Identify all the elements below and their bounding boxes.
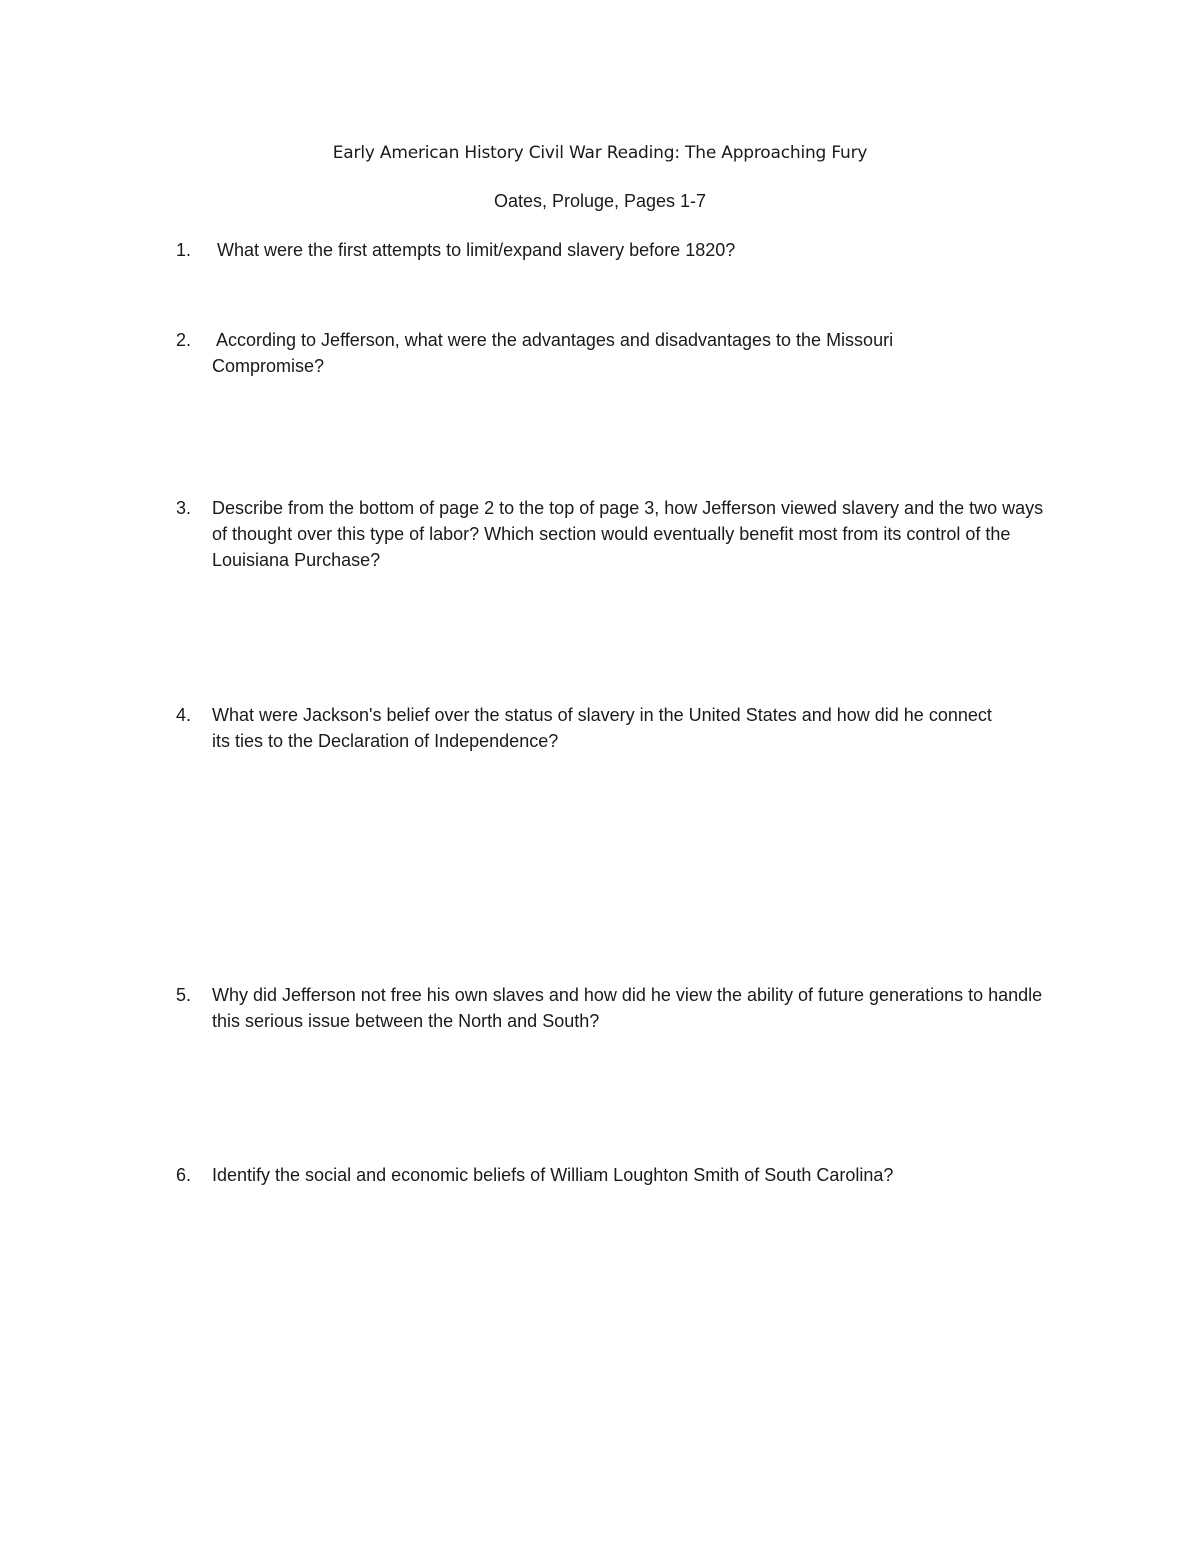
question-item [176,702,1076,754]
question-number: 3. [176,498,192,518]
question-number: 2. [176,330,192,350]
question-item [176,982,1076,1034]
question-number: 1. [176,240,192,260]
question-number: 5. [176,985,192,1005]
question-item [176,237,1076,263]
question-item [176,327,1076,379]
question-text: What were the first attempts to limit/expand slavery before 1820? [217,240,736,260]
document-title: Early American History Civil War Reading: The Approaching Fury [332,143,868,163]
question-text: According to Jefferson, what were the advantages and disadvantages to the Missouri Compromise? [212,330,894,376]
document-subtitle: Oates, Proluge, Pages 1-7 [493,191,707,211]
question-number: 4. [176,705,192,725]
question-text: Why did Jefferson not free his own slaves and how did he view the ability of future generations to handle this serious issue between the North and South? [212,985,1043,1031]
question-item [176,1162,1076,1188]
question-text: What were Jackson's belief over the status of slavery in the United States and how did he connect its ties to the Declaration of Independence? [212,705,992,751]
question-item [176,495,1076,573]
question-number: 6. [176,1165,192,1185]
question-text: Identify the social and economic beliefs of William Loughton Smith of South Carolina? [212,1165,894,1185]
question-text: Describe from the bottom of page 2 to the top of page 3, how Jefferson viewed slavery and the two ways of thought over this type of labor? Which section would eventually benefit most from its control of the Louisiana Purchase? [212,498,1044,570]
